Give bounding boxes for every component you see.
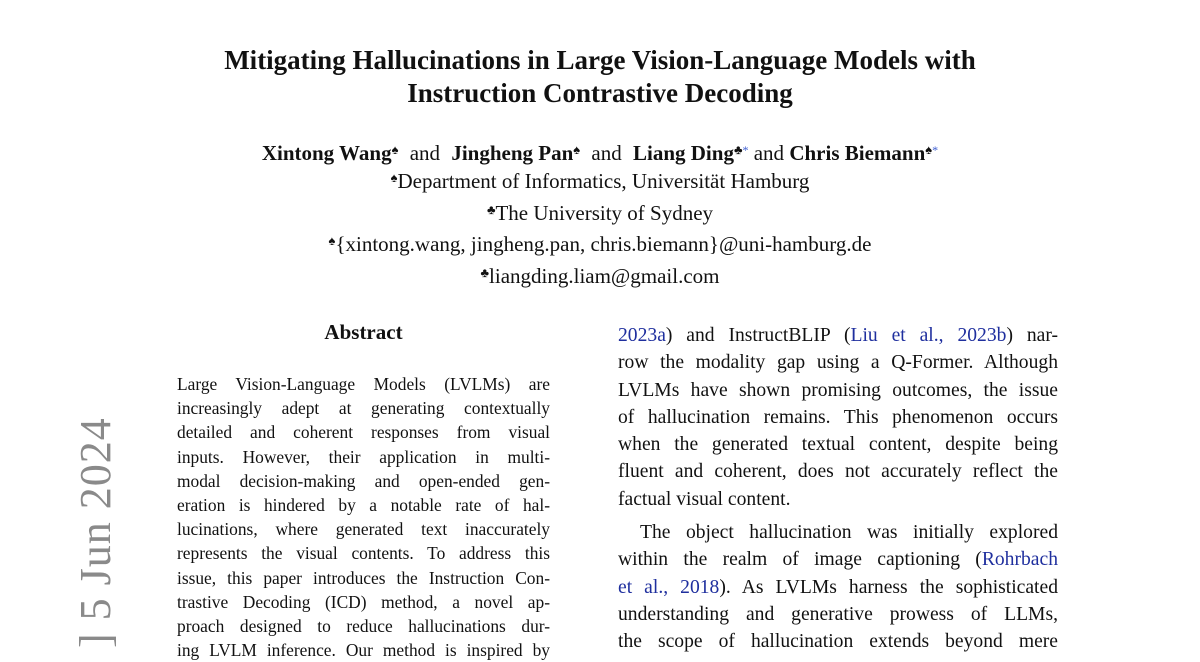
- citation-link[interactable]: Rohrbach: [981, 549, 1058, 571]
- body-column-right: [618, 322, 1058, 656]
- body-line: the scope of hallucination extends beyond mere: [618, 631, 1058, 653]
- author-2: Jingheng Pan: [451, 141, 574, 165]
- abstract-body: [177, 372, 550, 662]
- abstract-line: ing LVLM inference. Our method is inspired by: [177, 640, 550, 661]
- abstract-line: proach designed to reduce hallucinations dur-: [177, 615, 550, 636]
- body-line: The object hallucination was initially explored: [640, 522, 1058, 544]
- affiliation-email-1: ♠{xintong.wang, jingheng.pan, chris.biemann}@uni-hamburg.de: [328, 232, 872, 257]
- affiliations: [0, 164, 1200, 290]
- abstract-line: issue, this paper introduces the Instruction Con-: [177, 567, 550, 588]
- abstract-line: detailed and coherent responses from visual: [177, 422, 550, 443]
- spade-mark: ♠: [328, 233, 336, 249]
- body-line: row the modality gap using a Q-Former. Although: [618, 352, 1058, 374]
- and-text: and: [409, 141, 441, 165]
- author-line: [0, 136, 1200, 167]
- body-line: when the generated textual content, despite being: [618, 434, 1058, 456]
- abstract-line: trastive Decoding (ICD) method, a novel ap-: [177, 591, 550, 612]
- spade-mark: ♠: [925, 142, 933, 157]
- affiliation-sydney: ♣The University of Sydney: [486, 200, 714, 225]
- club-mark: ♣: [480, 264, 490, 280]
- body-line: fluent and coherent, does not accurately reflect the: [618, 461, 1058, 483]
- abstract-line: increasingly adept at generating contextually: [177, 398, 550, 419]
- abstract-line: eration is hindered by a notable rate of hal-: [177, 494, 550, 515]
- title-line-2: Instruction Contrastive Decoding: [407, 78, 793, 108]
- club-mark: ♣: [733, 142, 743, 157]
- citation-link[interactable]: 2023a: [618, 325, 666, 346]
- author-4: Chris Biemann: [789, 141, 926, 165]
- and-text: and: [591, 141, 622, 165]
- body-line: LVLMs have shown promising outcomes, the issue: [618, 379, 1058, 401]
- spade-mark: ♠: [390, 170, 398, 185]
- abstract-line: represents the visual contents. To address this: [177, 543, 550, 564]
- abstract-line: inputs. However, their application in multi-: [177, 446, 550, 467]
- abstract-heading: Abstract: [324, 320, 403, 344]
- abstract-line: modal decision-making and open-ended gen-: [177, 470, 550, 491]
- abstract-line: lucinations, where generated text inaccurately: [177, 519, 550, 540]
- body-line: 2023a) and InstructBLIP (Liu et al., 2023b) nar-: [618, 325, 1059, 346]
- body-line: of hallucination remains. This phenomenon occurs: [618, 406, 1058, 428]
- body-line: within the realm of image captioning (Rohrbach: [618, 549, 1058, 571]
- spade-mark: ♠: [573, 142, 581, 157]
- affiliation-dept: ♠Department of Informatics, Universität Hamburg: [390, 169, 810, 193]
- title-line-1: Mitigating Hallucinations in Large Vision-Language Models with: [224, 45, 976, 75]
- body-line: understanding and generative prowess of LLMs,: [618, 603, 1058, 625]
- author-1: Xintong Wang: [261, 141, 392, 165]
- arxiv-side-stamp: ] 5 Jun 2024: [71, 417, 120, 648]
- abstract-line: Large Vision-Language Models (LVLMs) are: [177, 374, 550, 394]
- corresponding-star[interactable]: *: [742, 143, 749, 157]
- corresponding-star[interactable]: *: [932, 143, 939, 157]
- affiliation-email-2: ♣liangding.liam@gmail.com: [480, 263, 720, 288]
- spade-mark: ♠: [391, 142, 399, 157]
- and-text: and: [753, 141, 785, 165]
- citation-link[interactable]: et al., 2018: [618, 576, 720, 598]
- paper-title: [0, 44, 1200, 110]
- body-line: factual visual content.: [618, 488, 791, 510]
- author-3: Liang Ding: [633, 141, 734, 165]
- body-line: et al., 2018). As LVLMs harness the sophisticated: [618, 576, 1058, 598]
- citation-link[interactable]: Liu et al., 2023b: [850, 325, 1007, 346]
- club-mark: ♣: [486, 201, 496, 217]
